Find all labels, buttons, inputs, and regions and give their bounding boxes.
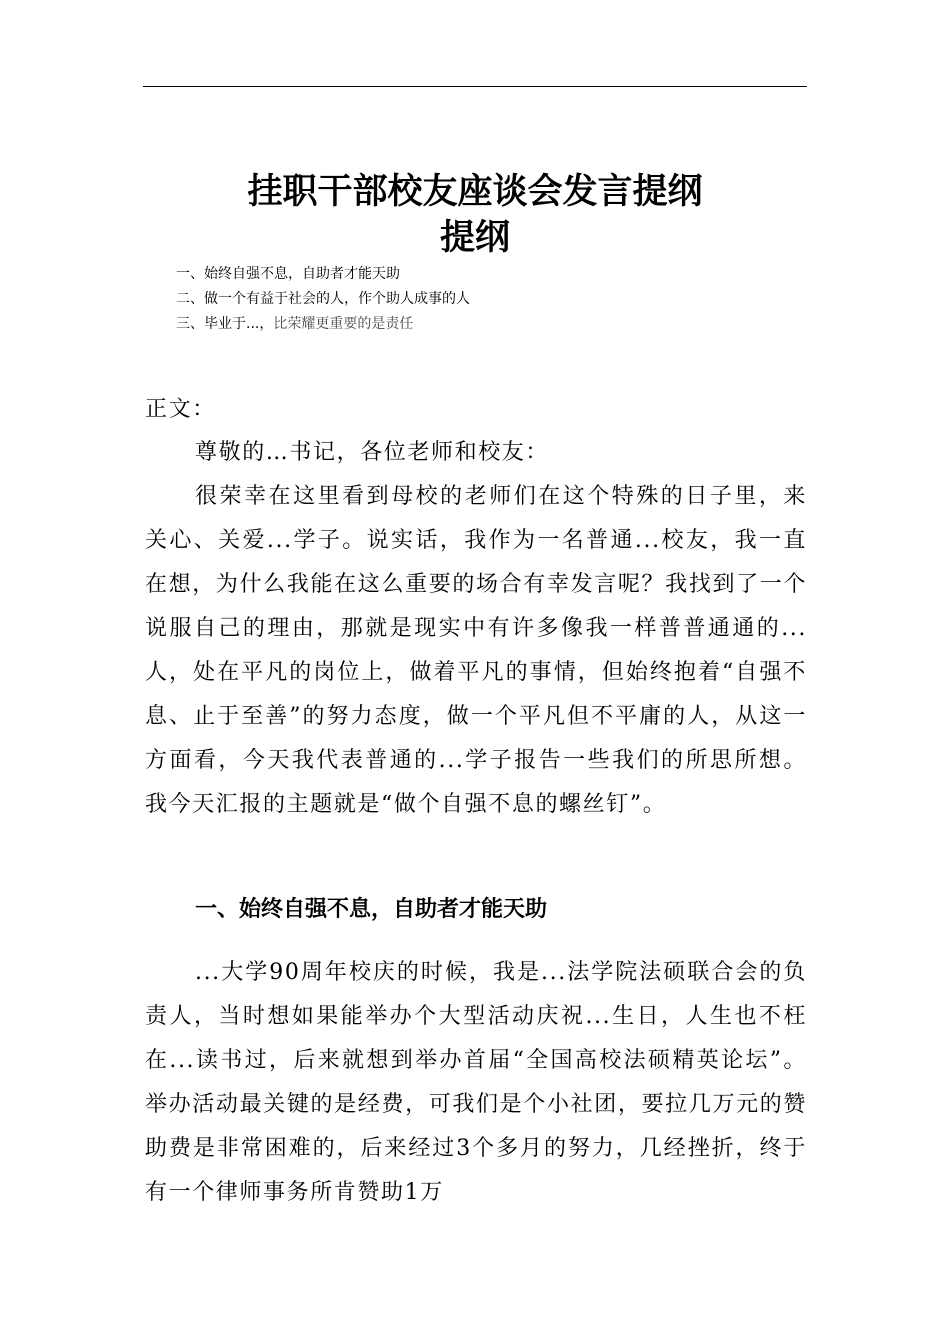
document-title: 挂职干部校友座谈会发言提纲 <box>247 172 703 212</box>
outline-item: 三、毕业于...，比荣耀更重要的是责任 <box>176 316 414 332</box>
header-rule <box>143 86 807 87</box>
section-heading: 一、始终自强不息，自助者才能天助 <box>195 897 548 922</box>
salutation: 尊敬的…书记，各位老师和校友： <box>195 440 550 465</box>
outline-list <box>176 262 470 337</box>
body-label: 正文： <box>145 397 216 422</box>
outline-item-tail: 比荣耀更重要的是责任 <box>273 316 414 332</box>
body-paragraph: 很荣幸在这里看到母校的老师们在这个特殊的日子里，来关心、关爱...学子。说实话，我作为一名普通...校友，我一直在想，为什么我能在这么重要的场合有幸发言呢？我找到了一个说服自己的理由，那就是现实中有许多像我一样普普通通的...人，处在平凡的岗位上，做着平凡的事情，但始终抱着“自强不息、止于至善”的努力态度，做一个平凡但不平庸的人，从这一方面看，今天我代表普通的...学子报告一些我们的所思所想。我今天汇报的主题就是“做个自强不息的螺丝钉”。 <box>145 484 807 817</box>
document-subtitle: 提纲 <box>439 218 510 258</box>
outline-item: 二、做一个有益于社会的人，作个助人成事的人 <box>176 291 470 307</box>
outline-item: 一、始终自强不息，自助者才能天助 <box>176 266 400 282</box>
body-paragraph: ...大学90周年校庆的时候，我是...法学院法硕联合会的负责人，当时想如果能举办个大型活动庆祝...生日，人生也不枉在...读书过，后来就想到举办首届“全国高校法硕精英论坛”。举办活动最关键的是经费，可我们是个小社团，要拉几万元的赞助费是非常困难的，后来经过3个多月的努力，几经挫折，终于有一个律师事务所肯赞助1万 <box>145 960 807 1205</box>
